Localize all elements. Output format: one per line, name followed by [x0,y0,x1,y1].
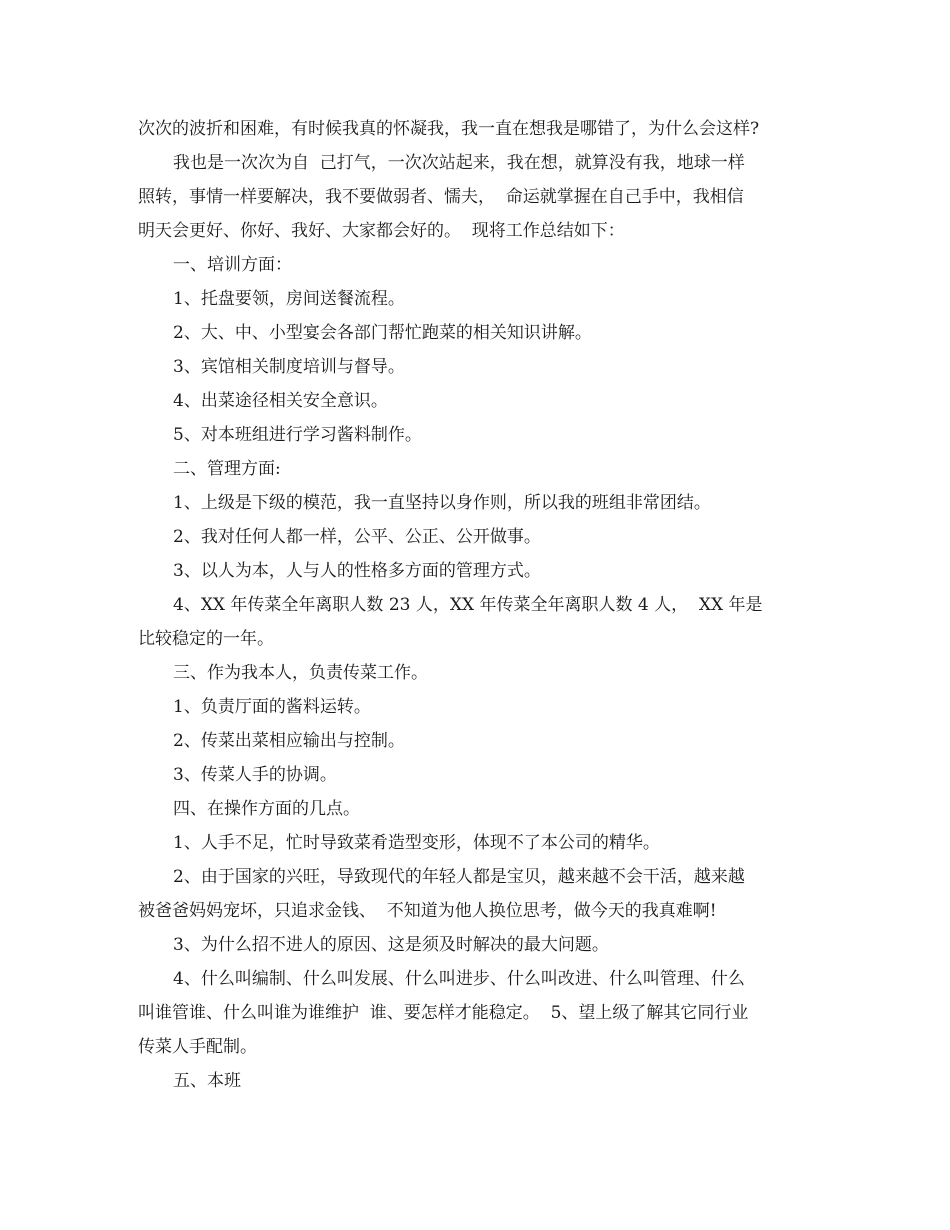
text-line: 4、什么叫编制、什么叫发展、什么叫进步、什么叫改进、什么叫管理、什么 [173,969,745,989]
text-line: 比较稳定的一年。 [138,629,274,649]
text-line: 四、在操作方面的几点。 [173,799,360,819]
document-body [138,112,822,1098]
text-line: 一、培训方面： [173,255,292,275]
text-line: 2、我对任何人都一样，公平、公正、公开做事。 [173,527,541,547]
text-line: 3、以人为本，人与人的性格多方面的管理方式。 [173,561,541,581]
text-line: 照转，事情一样要解决，我不要做弱者、懦夫， 命运就掌握在自己手中，我相信 [138,187,744,207]
text-line: 三、作为我本人，负责传菜工作。 [173,663,428,683]
text-line: 叫谁管谁、什么叫谁为谁维护 谁、要怎样才能稳定。 5、望上级了解其它同行业 [138,1003,749,1023]
text-line: 3、宾馆相关制度培训与督导。 [173,357,405,377]
text-line: 2、传菜出菜相应输出与控制。 [173,731,405,751]
text-line: 被爸爸妈妈宠坏，只追求金钱、 不知道为他人换位思考，做今天的我真难啊! [138,901,717,921]
text-line: 明天会更好、你好、我好、大家都会好的。 现将工作总结如下： [138,221,625,241]
text-line: 4、出菜途径相关安全意识。 [173,391,388,411]
text-line: 1、负责厅面的酱料运转。 [173,697,371,717]
text-line: 2、由于国家的兴旺，导致现代的年轻人都是宝贝，越来越不会干活，越来越 [173,867,745,887]
text-line: 五、本班 [173,1071,241,1091]
text-line: 次次的波折和困难，有时候我真的怀凝我，我一直在想我是哪错了，为什么会这样? [138,119,760,139]
text-line: 2、大、中、小型宴会各部门帮忙跑菜的相关知识讲解。 [173,323,592,343]
text-line: 4、XX 年传菜全年离职人数 23 人，XX 年传菜全年离职人数 4 人， XX 年是 [173,595,763,615]
text-line: 3、传菜人手的协调。 [173,765,337,785]
text-line: 3、为什么招不进人的原因、这是须及时解决的最大问题。 [173,935,609,955]
text-line: 5、对本班组进行学习酱料制作。 [173,425,422,445]
text-line: 二、管理方面: [173,459,281,479]
text-line: 1、人手不足，忙时导致菜肴造型变形，体现不了本公司的精华。 [173,833,660,853]
text-line: 传菜人手配制。 [138,1037,257,1057]
text-line: 1、上级是下级的模范，我一直坚持以身作则，所以我的班组非常团结。 [173,493,711,513]
text-line: 我也是一次次为自 己打气，一次次站起来，我在想，就算没有我，地球一样 [173,153,745,173]
text-line: 1、托盘要领，房间送餐流程。 [173,289,405,309]
